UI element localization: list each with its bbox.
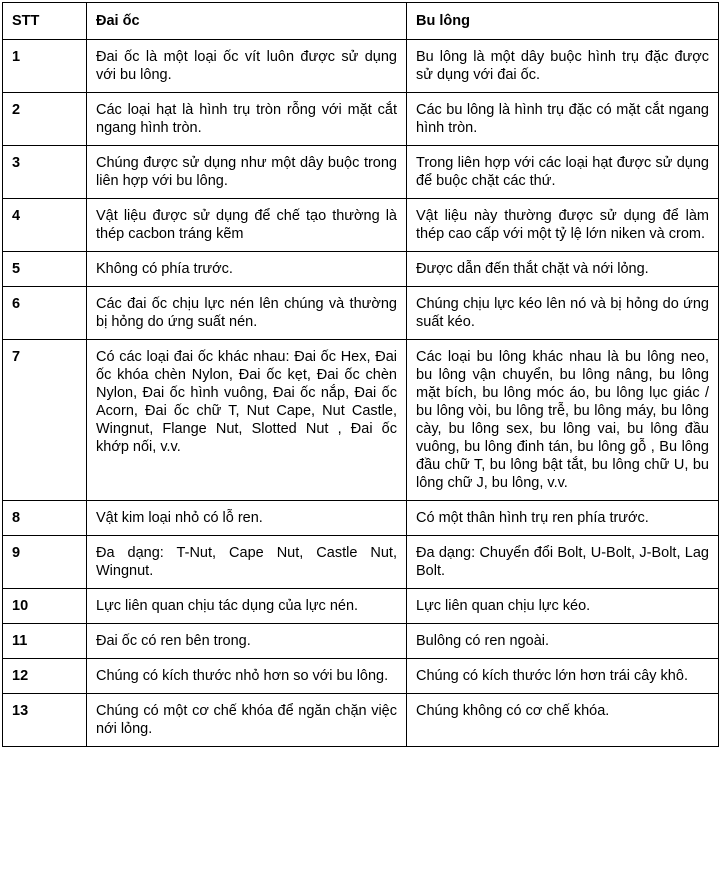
- table-row: [3, 93, 719, 146]
- bolt-cell: Đa dạng: Chuyển đổi Bolt, U-Bolt, J-Bolt, Lag Bolt.: [407, 536, 719, 589]
- row-number: 13: [3, 694, 87, 747]
- header-stt: STT: [3, 3, 87, 40]
- bolt-cell: Bu lông là một dây buộc hình trụ đặc được sử dụng với đai ốc.: [407, 40, 719, 93]
- header-dai-oc: Đai ốc: [87, 3, 407, 40]
- nut-cell: Có các loại đai ốc khác nhau: Đai ốc Hex, Đai ốc khóa chèn Nylon, Đai ốc kẹt, Đai ốc chèn Nylon, Đai ốc hình vuông, Đai ốc nắp, Đai ốc Acorn, Đai ốc chữ T, Nut Cape, Nut Castle, Wingnut, Flange Nut, Slotted Nut , Đai ốc khớp nối, v.v.: [87, 340, 407, 501]
- table-row: [3, 199, 719, 252]
- nut-cell: Các đai ốc chịu lực nén lên chúng và thường bị hỏng do ứng suất nén.: [87, 287, 407, 340]
- table-row: [3, 287, 719, 340]
- bolt-cell: Chúng không có cơ chế khóa.: [407, 694, 719, 747]
- row-number: 8: [3, 501, 87, 536]
- bolt-cell: Vật liệu này thường được sử dụng để làm thép cao cấp với một tỷ lệ lớn niken và crom.: [407, 199, 719, 252]
- table-row: [3, 252, 719, 287]
- row-number: 12: [3, 659, 87, 694]
- row-number: 1: [3, 40, 87, 93]
- nut-cell: Đa dạng: T-Nut, Cape Nut, Castle Nut, Wingnut.: [87, 536, 407, 589]
- table-row: [3, 589, 719, 624]
- nut-cell: Các loại hạt là hình trụ tròn rỗng với mặt cắt ngang hình tròn.: [87, 93, 407, 146]
- nut-cell: Chúng có kích thước nhỏ hơn so với bu lông.: [87, 659, 407, 694]
- bolt-cell: Bulông có ren ngoài.: [407, 624, 719, 659]
- row-number: 6: [3, 287, 87, 340]
- table-row: [3, 536, 719, 589]
- row-number: 2: [3, 93, 87, 146]
- row-number: 11: [3, 624, 87, 659]
- row-number: 10: [3, 589, 87, 624]
- row-number: 9: [3, 536, 87, 589]
- table-row: [3, 340, 719, 501]
- nut-cell: Không có phía trước.: [87, 252, 407, 287]
- row-number: 4: [3, 199, 87, 252]
- table-row: [3, 624, 719, 659]
- table-row: [3, 694, 719, 747]
- row-number: 5: [3, 252, 87, 287]
- bolt-cell: Chúng có kích thước lớn hơn trái cây khô.: [407, 659, 719, 694]
- header-row: [3, 3, 719, 40]
- table-row: [3, 146, 719, 199]
- bolt-cell: Các bu lông là hình trụ đặc có mặt cắt ngang hình tròn.: [407, 93, 719, 146]
- bolt-cell: Trong liên hợp với các loại hạt được sử dụng để buộc chặt các thứ.: [407, 146, 719, 199]
- bolt-cell: Các loại bu lông khác nhau là bu lông neo, bu lông vận chuyển, bu lông nâng, bu lông mặt bích, bu lông móc áo, bu lông lục giác / bu lông vòi, bu lông trễ, bu lông máy, bu lông cày, bu lông sex, bu lông vai, bu lông đầu vuông, bu lông đinh tán, bu lông gỗ , Bu lông đầu chữ T, bu lông bật tắt, bu lông chữ U, bu lông chữ J, bu lông, v.v.: [407, 340, 719, 501]
- row-number: 3: [3, 146, 87, 199]
- bolt-cell: Lực liên quan chịu lực kéo.: [407, 589, 719, 624]
- nut-cell: Vật kim loại nhỏ có lỗ ren.: [87, 501, 407, 536]
- header-bu-long: Bu lông: [407, 3, 719, 40]
- bolt-cell: Có một thân hình trụ ren phía trước.: [407, 501, 719, 536]
- table-row: [3, 659, 719, 694]
- bolt-cell: Chúng chịu lực kéo lên nó và bị hỏng do ứng suất kéo.: [407, 287, 719, 340]
- nut-cell: Lực liên quan chịu tác dụng của lực nén.: [87, 589, 407, 624]
- nut-cell: Đai ốc có ren bên trong.: [87, 624, 407, 659]
- row-number: 7: [3, 340, 87, 501]
- nut-cell: Đai ốc là một loại ốc vít luôn được sử dụng với bu lông.: [87, 40, 407, 93]
- comparison-table: [2, 2, 719, 747]
- nut-cell: Vật liệu được sử dụng để chế tạo thường là thép cacbon tráng kẽm: [87, 199, 407, 252]
- bolt-cell: Được dẫn đến thắt chặt và nới lỏng.: [407, 252, 719, 287]
- table-row: [3, 501, 719, 536]
- nut-cell: Chúng được sử dụng như một dây buộc trong liên hợp với bu lông.: [87, 146, 407, 199]
- nut-cell: Chúng có một cơ chế khóa để ngăn chặn việc nới lỏng.: [87, 694, 407, 747]
- table-row: [3, 40, 719, 93]
